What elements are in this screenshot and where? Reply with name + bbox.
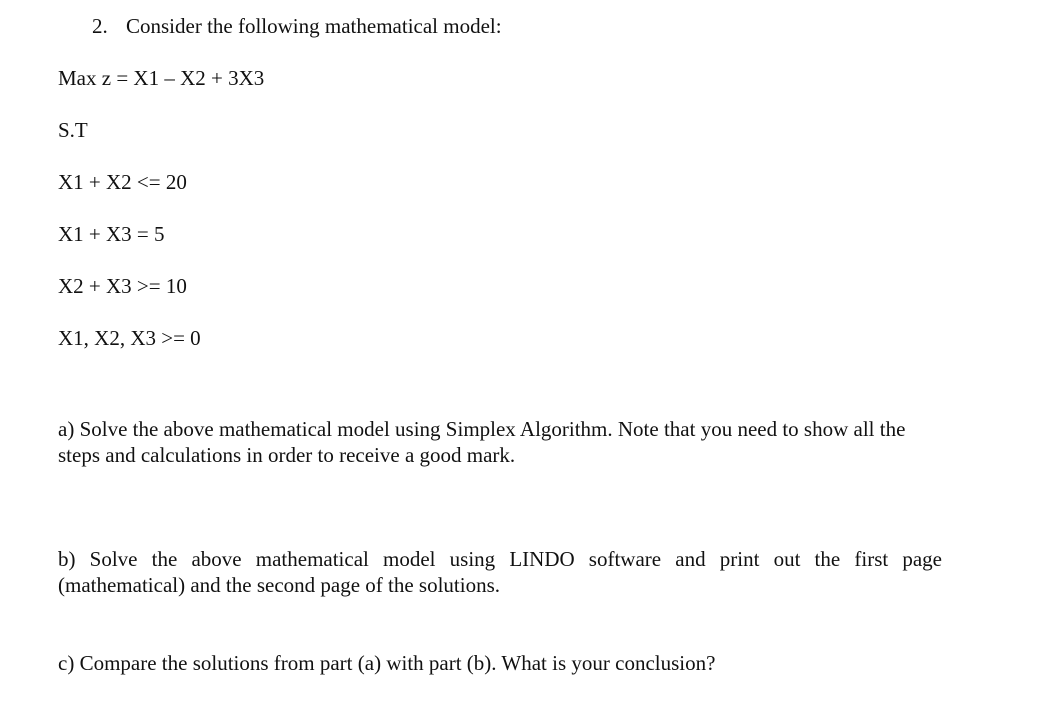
part-b-text: b) Solve the above mathematical model using LINDO software and print out the first page (mathematical) and the second page of the solutions. bbox=[58, 547, 942, 597]
non-negativity-constraint: X1, X2, X3 >= 0 bbox=[58, 326, 201, 350]
question-heading bbox=[92, 13, 502, 39]
constraint-2: X1 + X3 = 5 bbox=[58, 222, 165, 246]
question-number: 2. bbox=[92, 14, 108, 38]
objective-function: Max z = X1 – X2 + 3X3 bbox=[58, 66, 265, 90]
constraint-3: X2 + X3 >= 10 bbox=[58, 274, 187, 298]
constraint-1: X1 + X2 <= 20 bbox=[58, 170, 187, 194]
subject-to-label: S.T bbox=[58, 118, 88, 142]
part-a-text: a) Solve the above mathematical model using Simplex Algorithm. Note that you need to show all the steps and calculations in order to receive a good mark. bbox=[58, 417, 906, 467]
question-heading-text: Consider the following mathematical model: bbox=[126, 14, 502, 38]
part-c-text: c) Compare the solutions from part (a) with part (b). What is your conclusion? bbox=[58, 651, 716, 675]
